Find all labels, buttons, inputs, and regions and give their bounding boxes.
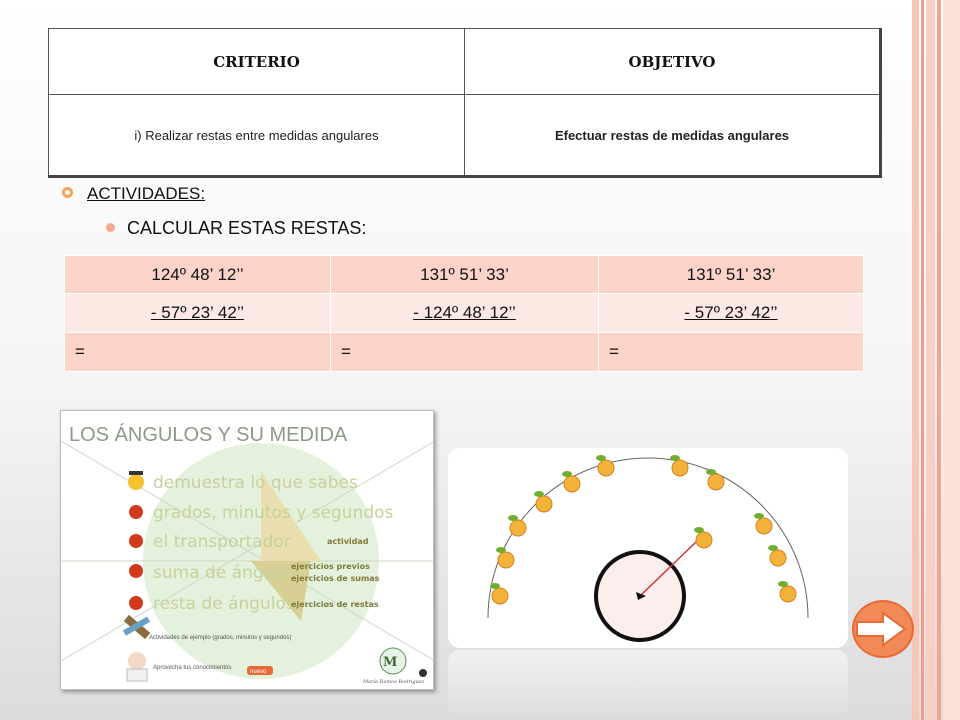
minuendo-cell: 131º 51’ 33’ — [599, 256, 864, 294]
menu-item-suma[interactable]: suma de ángulos — [153, 563, 299, 583]
menu-item-transportador[interactable]: el transportador — [153, 532, 291, 552]
criterio-header: CRITERIO — [49, 29, 465, 95]
leaf-icon — [694, 527, 704, 533]
calcular-bullet — [106, 218, 366, 239]
apple-icon — [708, 474, 724, 490]
menu-item-resta[interactable]: resta de ángulos — [153, 594, 295, 614]
dot-bullet-icon — [106, 223, 115, 232]
aprovecha-text[interactable]: Aprovecha tus conocimientos — [153, 665, 232, 671]
menu-bullet-icon — [129, 505, 143, 519]
actividades-label: ACTIVIDADES: — [87, 184, 206, 203]
minuendo-cell: 131º 51’ 33’ — [331, 256, 599, 294]
sub-actividad[interactable]: actividad — [327, 537, 369, 546]
sustraendo-cell: - 57º 23’ 42’’ — [65, 294, 331, 333]
criterio-table — [48, 28, 882, 178]
apple-icon — [536, 496, 552, 512]
author-name: María Ramos Rodríguez — [363, 679, 425, 685]
result-cell: = — [65, 333, 331, 372]
calcular-label: CALCULAR ESTAS RESTAS: — [127, 218, 367, 238]
leaf-icon — [596, 455, 606, 461]
apple-icon — [770, 550, 786, 566]
tools-icon — [123, 615, 150, 639]
next-slide-button[interactable] — [852, 600, 914, 658]
sustraendo-cell: - 124º 48’ 12’’ — [331, 294, 599, 333]
minuendo-cell: 124º 48’ 12’’ — [65, 256, 331, 294]
table-row — [65, 333, 864, 372]
leaf-icon — [562, 471, 572, 477]
leaf-icon — [508, 515, 518, 521]
sub-sumas[interactable]: ejercicios de sumas — [291, 574, 380, 583]
table-row — [65, 256, 864, 294]
menu-bullet-icon — [129, 534, 143, 548]
svg-text:M: M — [383, 655, 398, 670]
resta-table — [64, 255, 864, 372]
graduate-icon — [128, 471, 144, 490]
objetivo-header: OBJETIVO — [465, 29, 881, 95]
apple-icon — [696, 532, 712, 548]
leaf-icon — [670, 455, 680, 461]
apple-icon — [510, 520, 526, 536]
apple-icon — [756, 518, 772, 534]
decorative-stripes — [912, 0, 960, 720]
sustraendo-cell: - 57º 23’ 42’’ — [599, 294, 864, 333]
apple-icon — [564, 476, 580, 492]
apple-icon — [780, 586, 796, 602]
leaf-icon — [778, 581, 788, 587]
leaf-icon — [754, 513, 764, 519]
menu-bullet-icon — [129, 564, 143, 578]
leaf-icon — [768, 545, 778, 551]
sub-previos[interactable]: ejercicios previos — [291, 562, 370, 571]
leaf-icon — [534, 491, 544, 497]
apple-icon — [598, 460, 614, 476]
result-cell: = — [599, 333, 864, 372]
nuevo-label: nuevo — [250, 669, 267, 675]
result-cell: = — [331, 333, 599, 372]
picture-reflection — [448, 650, 848, 720]
leaf-icon — [496, 547, 506, 553]
apple-icon — [492, 588, 508, 604]
menu-bullet-icon — [129, 596, 143, 610]
author-logo-icon — [380, 648, 406, 674]
menu-item-demuestra[interactable]: demuestra lo que sabes — [153, 473, 358, 493]
leaf-icon — [490, 583, 500, 589]
apples-protractor-picture — [448, 448, 848, 648]
thumbnail-title: LOS ÁNGULOS Y SU MEDIDA — [69, 424, 348, 446]
apple-icon — [672, 460, 688, 476]
table-row — [65, 294, 864, 333]
info-icon — [419, 669, 427, 677]
angulos-thumbnail[interactable] — [60, 410, 434, 690]
leaf-icon — [706, 469, 716, 475]
arrow-right-icon — [855, 611, 911, 647]
apple-icon — [498, 552, 514, 568]
ring-bullet-icon — [62, 187, 73, 198]
ejemplo-text[interactable]: Actividades de ejemplo (grados, minutos y segundos) — [149, 635, 292, 641]
actividades-bullet — [62, 184, 205, 204]
student-icon — [127, 652, 147, 681]
objetivo-cell: Efectuar restas de medidas angulares — [465, 95, 881, 177]
criterio-cell: i) Realizar restas entre medidas angulares — [49, 95, 465, 177]
menu-item-grados[interactable]: grados, minutos y segundos — [153, 503, 394, 523]
sub-restas[interactable]: ejercicios de restas — [291, 600, 379, 609]
